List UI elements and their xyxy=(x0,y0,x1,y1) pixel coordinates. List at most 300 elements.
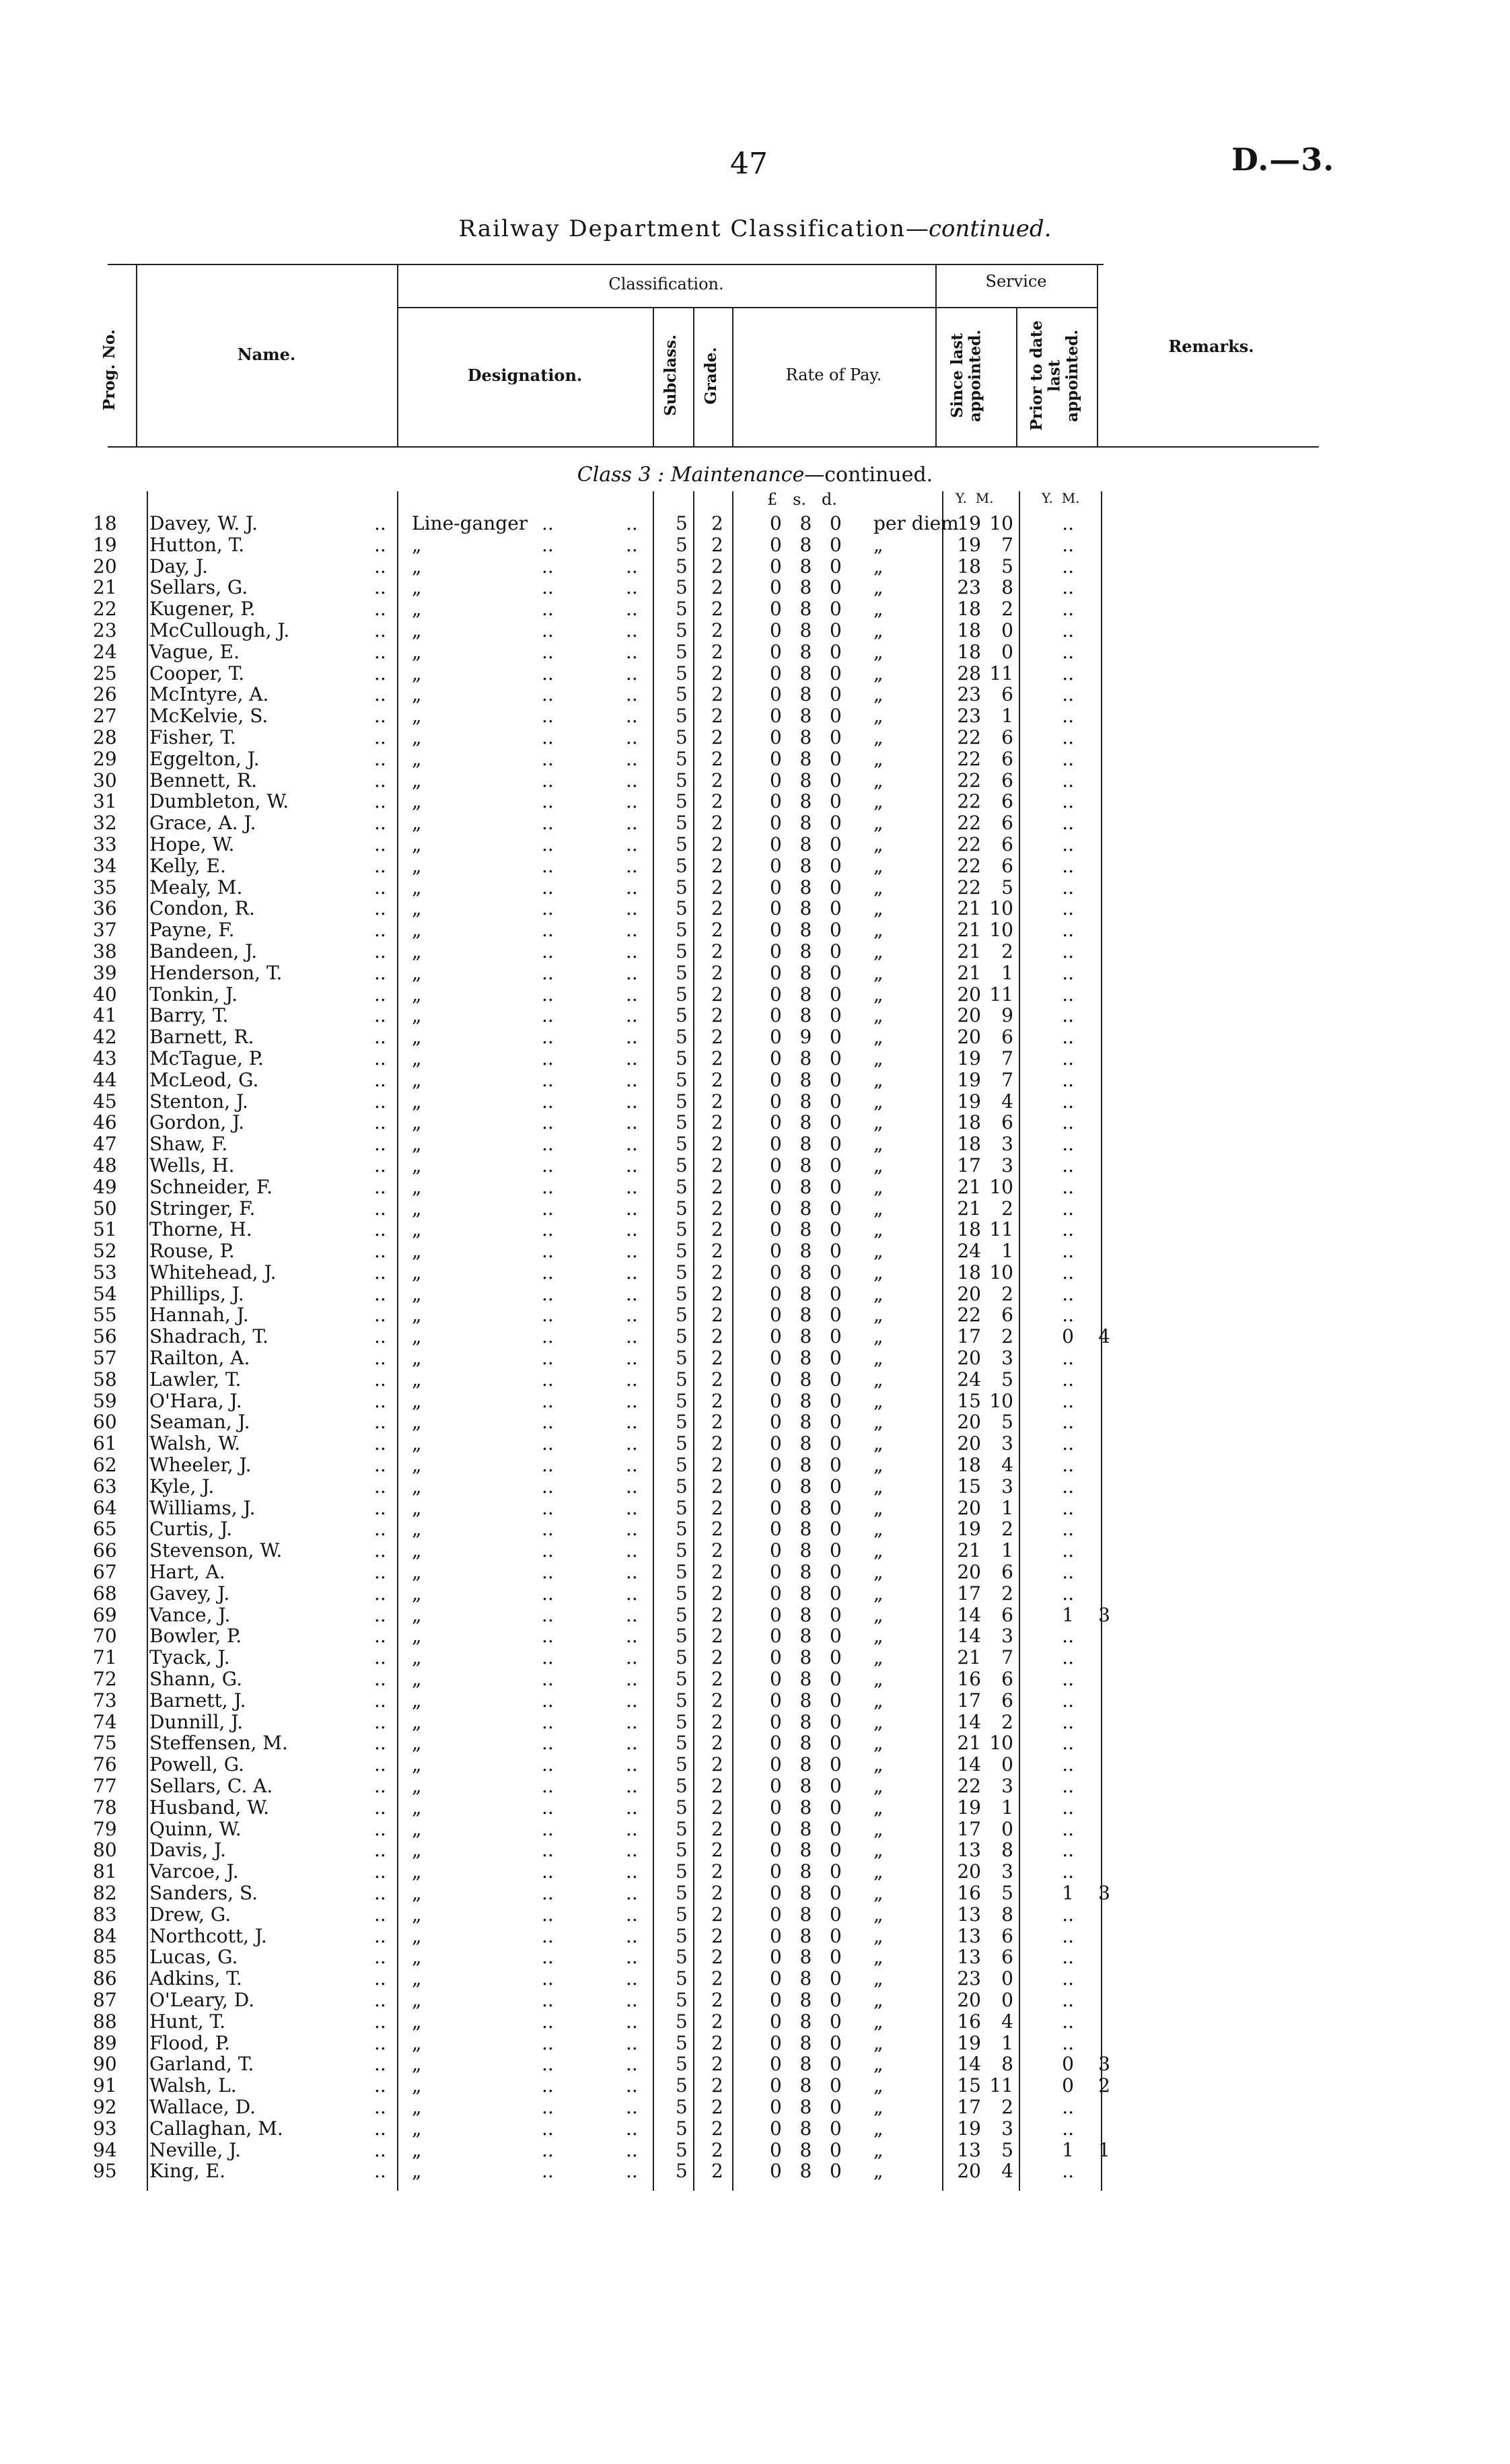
cell-unit: „ xyxy=(873,790,884,813)
leader-dots: .. xyxy=(626,1218,638,1241)
cell-pay: 0 8 0 xyxy=(770,2095,842,2118)
cell-no: 58 xyxy=(93,1368,117,1391)
cell-unit: „ xyxy=(873,1368,884,1391)
cell-sy: 13 xyxy=(957,1839,981,1862)
cell-unit: „ xyxy=(873,555,884,577)
cell-designation: „ xyxy=(412,705,422,728)
leader-dots: .. xyxy=(374,1582,386,1605)
table-row xyxy=(0,705,1510,727)
cell-unit: „ xyxy=(873,1068,884,1091)
cell-name: Hutton, T. xyxy=(149,533,245,556)
cell-grade: 2 xyxy=(711,1689,723,1712)
cell-pm: 2 xyxy=(1098,2074,1110,2097)
table-row xyxy=(0,834,1510,855)
cell-designation: „ xyxy=(412,1882,422,1904)
cell-unit: „ xyxy=(873,2095,884,2118)
cell-no: 49 xyxy=(93,1175,117,1198)
cell-grade: 2 xyxy=(711,1946,723,1969)
cell-sy: 20 xyxy=(957,1561,981,1584)
cell-sy: 19 xyxy=(957,1796,981,1819)
cell-sm: 0 xyxy=(1001,1967,1013,1990)
cell-sy: 21 xyxy=(957,1175,981,1198)
cell-sub: 5 xyxy=(676,1133,688,1156)
cell-designation: „ xyxy=(412,1710,422,1733)
cell-name: Lucas, G. xyxy=(149,1946,238,1969)
cell-name: Sellars, C. A. xyxy=(149,1775,273,1798)
leader-dots: .. xyxy=(374,1839,386,1862)
column-prog-no: Prog. No. xyxy=(100,329,118,411)
cell-pay: 0 8 0 xyxy=(770,533,842,556)
cell-no: 72 xyxy=(93,1668,117,1691)
leader-dots: .. xyxy=(626,640,638,663)
cell-pay: 0 8 0 xyxy=(770,1175,842,1198)
cell-name: Barnett, R. xyxy=(149,1026,254,1049)
cell-sub: 5 xyxy=(676,1111,688,1134)
leader-dots: .. xyxy=(626,1518,638,1541)
cell-grade: 2 xyxy=(711,1775,723,1798)
cell-sub: 5 xyxy=(676,1047,688,1069)
cell-sm: 4 xyxy=(1001,1454,1013,1477)
table-row xyxy=(0,1668,1510,1690)
leader-dots: .. xyxy=(374,512,386,534)
cell-name: Eggelton, J. xyxy=(149,747,260,770)
cell-sy: 21 xyxy=(957,961,981,984)
cell-no: 64 xyxy=(93,1496,117,1519)
staff-table xyxy=(0,513,1510,2182)
cell-sy: 19 xyxy=(957,1068,981,1091)
cell-designation: „ xyxy=(412,1561,422,1584)
leader-dots: .. xyxy=(374,683,386,706)
cell-grade: 2 xyxy=(711,1197,723,1220)
leader-dots: .. xyxy=(626,2053,638,2076)
cell-name: Mealy, M. xyxy=(149,876,243,899)
leader-dots: .. xyxy=(626,1796,638,1819)
cell-no: 67 xyxy=(93,1561,117,1584)
leader-dots: .. xyxy=(542,1240,554,1263)
cell-py: .. xyxy=(1062,1775,1074,1798)
leader-dots: .. xyxy=(626,1154,638,1176)
table-row xyxy=(0,534,1510,556)
cell-grade: 2 xyxy=(711,769,723,791)
table-row xyxy=(0,1026,1510,1048)
leader-dots: .. xyxy=(542,1539,554,1562)
cell-grade: 2 xyxy=(711,2031,723,2054)
leader-dots: .. xyxy=(542,619,554,641)
cell-py: .. xyxy=(1062,683,1074,706)
cell-sy: 28 xyxy=(957,662,981,684)
cell-designation: „ xyxy=(412,854,422,877)
cell-sm: 6 xyxy=(1001,1304,1013,1327)
leader-dots: .. xyxy=(542,1924,554,1947)
cell-name: Whitehead, J. xyxy=(149,1261,277,1283)
cell-sm: 6 xyxy=(1001,1668,1013,1691)
leader-dots: .. xyxy=(626,897,638,920)
leader-dots: .. xyxy=(626,726,638,748)
cell-designation: „ xyxy=(412,1967,422,1990)
cell-designation: „ xyxy=(412,1860,422,1883)
leader-dots: .. xyxy=(542,1004,554,1027)
header-top-rule xyxy=(108,264,1104,265)
cell-no: 50 xyxy=(93,1197,117,1220)
cell-unit: „ xyxy=(873,1924,884,1947)
leader-dots: .. xyxy=(374,640,386,663)
title-suffix: —continued. xyxy=(906,215,1052,242)
cell-designation: „ xyxy=(412,2138,422,2161)
cell-sm: 0 xyxy=(1001,1817,1013,1840)
cell-sy: 19 xyxy=(957,1518,981,1541)
leader-dots: .. xyxy=(542,1218,554,1241)
cell-pay: 0 8 0 xyxy=(770,854,842,877)
class-heading-text: Class 3 : Maintenance xyxy=(577,463,805,487)
cell-name: Cooper, T. xyxy=(149,662,245,684)
cell-sub: 5 xyxy=(676,1625,688,1648)
cell-sub: 5 xyxy=(676,555,688,577)
cell-sub: 5 xyxy=(676,2117,688,2140)
cell-sm: 11 xyxy=(989,662,1013,684)
cell-sm: 2 xyxy=(1001,940,1013,962)
cell-designation: „ xyxy=(412,1197,422,1220)
cell-grade: 2 xyxy=(711,1368,723,1391)
cell-name: Hart, A. xyxy=(149,1561,225,1584)
cell-no: 69 xyxy=(93,1603,117,1626)
cell-sm: 4 xyxy=(1001,2160,1013,2183)
cell-pay: 0 8 0 xyxy=(770,2160,842,2183)
table-row xyxy=(0,1882,1510,1904)
table-row xyxy=(0,898,1510,919)
cell-sm: 7 xyxy=(1001,533,1013,556)
leader-dots: .. xyxy=(626,1068,638,1091)
cell-designation: „ xyxy=(412,790,422,813)
leader-dots: .. xyxy=(626,1668,638,1691)
table-row xyxy=(0,1133,1510,1155)
leader-dots: .. xyxy=(626,1197,638,1220)
leader-dots: .. xyxy=(626,1582,638,1605)
cell-sub: 5 xyxy=(676,1454,688,1477)
cell-grade: 2 xyxy=(711,555,723,577)
leader-dots: .. xyxy=(374,576,386,599)
cell-grade: 2 xyxy=(711,1625,723,1648)
cell-pay: 0 8 0 xyxy=(770,1539,842,1562)
cell-sm: 8 xyxy=(1001,2053,1013,2076)
cell-sm: 10 xyxy=(989,1175,1013,1198)
cell-sub: 5 xyxy=(676,662,688,684)
leader-dots: .. xyxy=(374,1026,386,1049)
table-row xyxy=(0,1712,1510,1733)
cell-py: .. xyxy=(1062,555,1074,577)
cell-no: 66 xyxy=(93,1539,117,1562)
cell-sy: 21 xyxy=(957,1197,981,1220)
cell-sm: 6 xyxy=(1001,1026,1013,1049)
cell-sm: 6 xyxy=(1001,747,1013,770)
cell-py: .. xyxy=(1062,1946,1074,1969)
cell-no: 35 xyxy=(93,876,117,899)
cell-sub: 5 xyxy=(676,2031,688,2054)
leader-dots: .. xyxy=(626,1175,638,1198)
cell-name: Lawler, T. xyxy=(149,1368,242,1391)
cell-grade: 2 xyxy=(711,2053,723,2076)
cell-designation: „ xyxy=(412,555,422,577)
cell-py: .. xyxy=(1062,1218,1074,1241)
cell-unit: „ xyxy=(873,2074,884,2097)
cell-pay: 0 8 0 xyxy=(770,619,842,641)
cell-sy: 15 xyxy=(957,1475,981,1498)
cell-sy: 17 xyxy=(957,1689,981,1712)
table-row xyxy=(0,877,1510,899)
leader-dots: .. xyxy=(542,2138,554,2161)
table-row xyxy=(0,1861,1510,1882)
cell-py: .. xyxy=(1062,1304,1074,1327)
cell-py: .. xyxy=(1062,1518,1074,1541)
header-sub-rule xyxy=(397,307,1097,308)
cell-grade: 2 xyxy=(711,726,723,748)
table-row xyxy=(0,577,1510,598)
cell-unit: „ xyxy=(873,1325,884,1348)
table-row xyxy=(0,2097,1510,2118)
leader-dots: .. xyxy=(626,1924,638,1947)
leader-dots: .. xyxy=(374,1240,386,1263)
table-row xyxy=(0,1498,1510,1519)
leader-dots: .. xyxy=(542,1903,554,1926)
leader-dots: .. xyxy=(374,1368,386,1391)
leader-dots: .. xyxy=(374,1325,386,1348)
table-row xyxy=(0,1454,1510,1476)
cell-no: 22 xyxy=(93,598,117,621)
leader-dots: .. xyxy=(374,1882,386,1904)
cell-designation: „ xyxy=(412,1582,422,1605)
cell-name: Shann, G. xyxy=(149,1668,243,1691)
cell-py: .. xyxy=(1062,790,1074,813)
cell-sy: 24 xyxy=(957,1240,981,1263)
cell-py: .. xyxy=(1062,1004,1074,1027)
cell-sm: 6 xyxy=(1001,1946,1013,1969)
leader-dots: .. xyxy=(374,2117,386,2140)
cell-sub: 5 xyxy=(676,1068,688,1091)
leader-dots: .. xyxy=(542,1625,554,1648)
cell-name: Husband, W. xyxy=(149,1796,269,1819)
cell-unit: „ xyxy=(873,1090,884,1113)
cell-no: 19 xyxy=(93,533,117,556)
cell-pay: 0 8 0 xyxy=(770,2031,842,2054)
leader-dots: .. xyxy=(626,1732,638,1755)
cell-unit: „ xyxy=(873,726,884,748)
cell-grade: 2 xyxy=(711,576,723,599)
cell-sub: 5 xyxy=(676,1026,688,1049)
cell-name: Kugener, P. xyxy=(149,598,256,621)
cell-sub: 5 xyxy=(676,1368,688,1391)
cell-unit: „ xyxy=(873,1432,884,1455)
cell-designation: „ xyxy=(412,897,422,920)
cell-sm: 3 xyxy=(1001,1475,1013,1498)
cell-sy: 21 xyxy=(957,897,981,920)
cell-sy: 14 xyxy=(957,1710,981,1733)
cell-sm: 3 xyxy=(1001,2117,1013,2140)
cell-sm: 1 xyxy=(1001,1796,1013,1819)
cell-sm: 2 xyxy=(1001,598,1013,621)
cell-unit: „ xyxy=(873,2010,884,2033)
cell-no: 92 xyxy=(93,2095,117,2118)
leader-dots: .. xyxy=(374,619,386,641)
cell-pay: 0 8 0 xyxy=(770,876,842,899)
cell-pay: 0 8 0 xyxy=(770,1197,842,1220)
cell-py: .. xyxy=(1062,705,1074,728)
cell-sub: 5 xyxy=(676,640,688,663)
cell-sm: 3 xyxy=(1001,1154,1013,1176)
cell-pay: 0 8 0 xyxy=(770,1561,842,1584)
cell-pay: 0 8 0 xyxy=(770,1154,842,1176)
cell-no: 54 xyxy=(93,1282,117,1305)
leader-dots: .. xyxy=(374,1946,386,1969)
cell-unit: „ xyxy=(873,533,884,556)
cell-pay: 0 8 0 xyxy=(770,1732,842,1755)
cell-sm: 10 xyxy=(989,919,1013,942)
cell-sm: 6 xyxy=(1001,683,1013,706)
cell-designation: „ xyxy=(412,2010,422,2033)
cell-sm: 2 xyxy=(1001,1282,1013,1305)
cell-designation: „ xyxy=(412,726,422,748)
cell-designation: „ xyxy=(412,533,422,556)
cell-sm: 10 xyxy=(989,512,1013,534)
cell-pay: 0 8 0 xyxy=(770,1389,842,1412)
cell-name: Varcoe, J. xyxy=(149,1860,239,1883)
cell-name: Walsh, L. xyxy=(149,2074,237,2097)
cell-no: 42 xyxy=(93,1026,117,1049)
cell-pay: 0 8 0 xyxy=(770,1689,842,1712)
cell-sub: 5 xyxy=(676,1646,688,1669)
cell-py: 0 xyxy=(1062,2074,1074,2097)
cell-sy: 22 xyxy=(957,833,981,855)
leader-dots: .. xyxy=(542,940,554,962)
leader-dots: .. xyxy=(374,1004,386,1027)
cell-no: 37 xyxy=(93,919,117,942)
cell-unit: per diem xyxy=(873,512,959,534)
cell-pay: 0 8 0 xyxy=(770,1646,842,1669)
cell-py: .. xyxy=(1062,1625,1074,1648)
cell-grade: 2 xyxy=(711,833,723,855)
cell-grade: 2 xyxy=(711,1924,723,1947)
leader-dots: .. xyxy=(542,726,554,748)
cell-grade: 2 xyxy=(711,1218,723,1241)
cell-unit: „ xyxy=(873,1389,884,1412)
cell-name: Tyack, J. xyxy=(149,1646,230,1669)
column-name: Name. xyxy=(237,345,296,364)
cell-designation: „ xyxy=(412,2160,422,2183)
cell-grade: 2 xyxy=(711,1389,723,1412)
leader-dots: .. xyxy=(626,1839,638,1862)
cell-name: McIntyre, A. xyxy=(149,683,269,706)
leader-dots: .. xyxy=(374,1988,386,2011)
cell-py: .. xyxy=(1062,2160,1074,2183)
leader-dots: .. xyxy=(542,854,554,877)
cell-sm: 3 xyxy=(1001,1432,1013,1455)
leader-dots: .. xyxy=(626,2117,638,2140)
cell-py: .. xyxy=(1062,1475,1074,1498)
cell-pay: 0 8 0 xyxy=(770,1775,842,1798)
cell-sub: 5 xyxy=(676,2160,688,2183)
table-row xyxy=(0,1326,1510,1347)
cell-pay: 0 8 0 xyxy=(770,683,842,706)
cell-name: Steffensen, M. xyxy=(149,1732,288,1755)
cell-no: 38 xyxy=(93,940,117,962)
column-subclass: Subclass. xyxy=(661,335,680,417)
cell-pay: 0 8 0 xyxy=(770,1710,842,1733)
table-row xyxy=(0,1219,1510,1240)
cell-pay: 0 8 0 xyxy=(770,1304,842,1327)
leader-dots: .. xyxy=(374,1924,386,1947)
cell-grade: 2 xyxy=(711,1839,723,1862)
cell-grade: 2 xyxy=(711,1988,723,2011)
cell-pm: 1 xyxy=(1098,2138,1110,2161)
cell-sy: 14 xyxy=(957,1753,981,1776)
cell-name: Stenton, J. xyxy=(149,1090,248,1113)
cell-unit: „ xyxy=(873,1625,884,1648)
cell-sub: 5 xyxy=(676,1582,688,1605)
cell-grade: 2 xyxy=(711,854,723,877)
leader-dots: .. xyxy=(542,1882,554,1904)
leader-dots: .. xyxy=(542,2010,554,2033)
leader-dots: .. xyxy=(542,961,554,984)
header-bottom-rule xyxy=(108,446,1319,448)
table-row xyxy=(0,598,1510,620)
leader-dots: .. xyxy=(374,1432,386,1455)
cell-designation: „ xyxy=(412,1347,422,1370)
cell-no: 84 xyxy=(93,1924,117,1947)
cell-unit: „ xyxy=(873,598,884,621)
cell-sm: 1 xyxy=(1001,1240,1013,1263)
cell-sub: 5 xyxy=(676,2095,688,2118)
leader-dots: .. xyxy=(374,1518,386,1541)
leader-dots: .. xyxy=(542,598,554,621)
leader-dots: .. xyxy=(626,1325,638,1348)
cell-designation: „ xyxy=(412,1111,422,1134)
cell-designation: „ xyxy=(412,876,422,899)
leader-dots: .. xyxy=(626,790,638,813)
cell-pay: 0 8 0 xyxy=(770,1753,842,1776)
leader-dots: .. xyxy=(626,919,638,942)
leader-dots: .. xyxy=(542,2160,554,2183)
cell-grade: 2 xyxy=(711,1154,723,1176)
cell-grade: 2 xyxy=(711,1090,723,1113)
cell-sub: 5 xyxy=(676,1539,688,1562)
cell-no: 70 xyxy=(93,1625,117,1648)
cell-sm: 11 xyxy=(989,2074,1013,2097)
cell-pay: 0 8 0 xyxy=(770,705,842,728)
cell-no: 48 xyxy=(93,1154,117,1176)
cell-sy: 18 xyxy=(957,619,981,641)
cell-no: 32 xyxy=(93,812,117,835)
cell-name: Wells, H. xyxy=(149,1154,235,1176)
class-heading xyxy=(0,463,1510,487)
cell-sub: 5 xyxy=(676,790,688,813)
cell-pay: 0 8 0 xyxy=(770,983,842,1006)
cell-sm: 3 xyxy=(1001,1625,1013,1648)
leader-dots: .. xyxy=(626,683,638,706)
leader-dots: .. xyxy=(626,854,638,877)
cell-pay: 0 8 0 xyxy=(770,1903,842,1926)
cell-grade: 2 xyxy=(711,1817,723,1840)
leader-dots: .. xyxy=(542,1026,554,1049)
cell-sm: 11 xyxy=(989,983,1013,1006)
cell-py: .. xyxy=(1062,897,1074,920)
cell-py: .. xyxy=(1062,1496,1074,1519)
cell-sy: 20 xyxy=(957,983,981,1006)
leader-dots: .. xyxy=(542,1817,554,1840)
cell-name: Davis, J. xyxy=(149,1839,227,1862)
cell-py: 0 xyxy=(1062,1325,1074,1348)
cell-sub: 5 xyxy=(676,747,688,770)
cell-no: 71 xyxy=(93,1646,117,1669)
leader-dots: .. xyxy=(626,662,638,684)
cell-no: 94 xyxy=(93,2138,117,2161)
